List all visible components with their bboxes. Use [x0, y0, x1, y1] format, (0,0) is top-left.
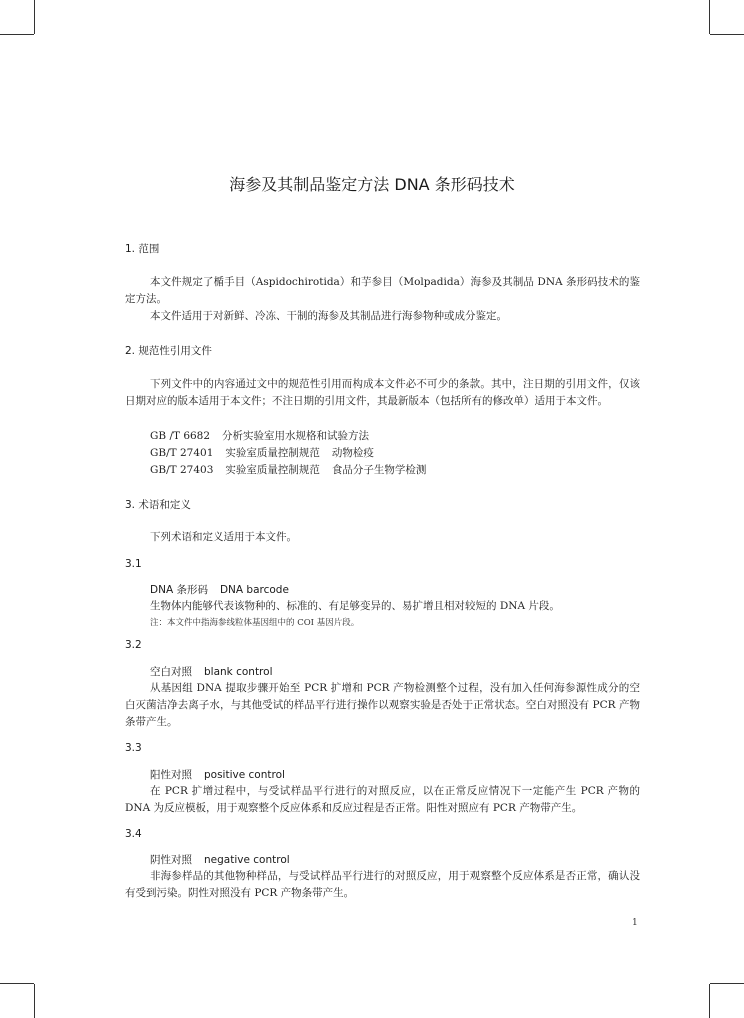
term-name-zh: 空白对照 — [150, 666, 192, 678]
term-definition: 从基因组 DNA 提取步骤开始至 PCR 扩增和 PCR 产物检测整个过程，没有加入任何海参源性成分的空白灭菌洁净去离子水，与其他受试的样品平行进行操作以观察实验是否处于正常状态。空白对照没有 PCR 产物条带产生。 — [125, 682, 640, 728]
reference-item — [150, 462, 426, 477]
term-note: 注：本文件中指海参线粒体基因组中的 COI 基因片段。 — [150, 618, 360, 628]
crop-mark-top-right-horizontal — [710, 34, 744, 35]
term-heading — [150, 852, 290, 867]
reference-title: 实验室质量控制规范 — [225, 464, 320, 476]
crop-mark-top-left-horizontal — [0, 34, 34, 35]
reference-title: 实验室质量控制规范 — [225, 447, 320, 459]
term-number: 3.2 — [125, 639, 142, 651]
crop-mark-bottom-right-vertical — [709, 984, 710, 1018]
reference-code: GB/T 27401 — [150, 447, 214, 459]
reference-subtitle: 动物检疫 — [331, 447, 374, 459]
term-number: 3.4 — [125, 828, 142, 840]
section-2-heading: 2. 规范性引用文件 — [125, 345, 212, 357]
document-title: 海参及其制品鉴定方法 DNA 条形码技术 — [229, 175, 515, 194]
term-name-zh: DNA 条形码 — [150, 584, 208, 596]
crop-mark-top-right-vertical — [709, 0, 710, 34]
section-3-heading: 3. 术语和定义 — [125, 499, 191, 511]
crop-mark-bottom-left-horizontal — [0, 983, 34, 984]
section-2-paragraph-1: 下列文件中的内容通过文中的规范性引用而构成本文件必不可少的条款。其中，注日期的引用文件，仅该日期对应的版本适用于本文件；不注日期的引用文件，其最新版本（包括所有的修改单）适用于本文件。 — [125, 378, 640, 407]
crop-mark-bottom-left-vertical — [34, 984, 35, 1018]
reference-item — [150, 428, 369, 443]
term-definition: 生物体内能够代表该物种的、标准的、有足够变异的、易扩增且相对较短的 DNA 片段。 — [150, 600, 560, 612]
reference-title: 分析实验室用水规格和试验方法 — [222, 430, 370, 442]
section-1-heading: 1. 范围 — [125, 243, 160, 255]
term-number: 3.1 — [125, 558, 142, 570]
term-number: 3.3 — [125, 742, 142, 754]
page-number: 1 — [632, 918, 638, 928]
term-definition: 非海参样品的其他物种样品，与受试样品平行进行的对照反应，用于观察整个反应体系是否正常，确认没有受到污染。阴性对照没有 PCR 产物条带产生。 — [125, 870, 640, 899]
term-name-zh: 阳性对照 — [150, 769, 192, 781]
reference-code: GB /T 6682 — [150, 430, 211, 442]
term-definition: 在 PCR 扩增过程中，与受试样品平行进行的对照反应，以在正常反应情况下一定能产生 PCR 产物的 DNA 为反应模板，用于观察整个反应体系和反应过程是否正常。阳性对照应有 PCR 产物带产生。 — [125, 785, 640, 814]
crop-mark-top-left-vertical — [34, 0, 35, 34]
section-1-paragraph-2: 本文件适用于对新鲜、冷冻、干制的海参及其制品进行海参物种或成分鉴定。 — [150, 310, 507, 322]
term-name-en: negative control — [204, 854, 290, 866]
section-3-paragraph-1: 下列术语和定义适用于本文件。 — [150, 531, 297, 543]
term-heading — [150, 767, 285, 782]
reference-item — [150, 445, 374, 460]
term-name-zh: 阴性对照 — [150, 854, 192, 866]
reference-code: GB/T 27403 — [150, 464, 214, 476]
crop-mark-bottom-right-horizontal — [710, 983, 744, 984]
term-name-en: positive control — [204, 769, 285, 781]
term-name-en: blank control — [204, 666, 273, 678]
term-name-en: DNA barcode — [219, 584, 289, 596]
term-heading — [150, 664, 273, 679]
term-heading — [150, 582, 289, 597]
section-1-paragraph-1: 本文件规定了楯手目（Aspidochirotida）和芋参目（Molpadida）海参及其制品 DNA 条形码技术的鉴定方法。 — [125, 276, 640, 305]
reference-subtitle: 食品分子生物学检测 — [331, 464, 427, 476]
